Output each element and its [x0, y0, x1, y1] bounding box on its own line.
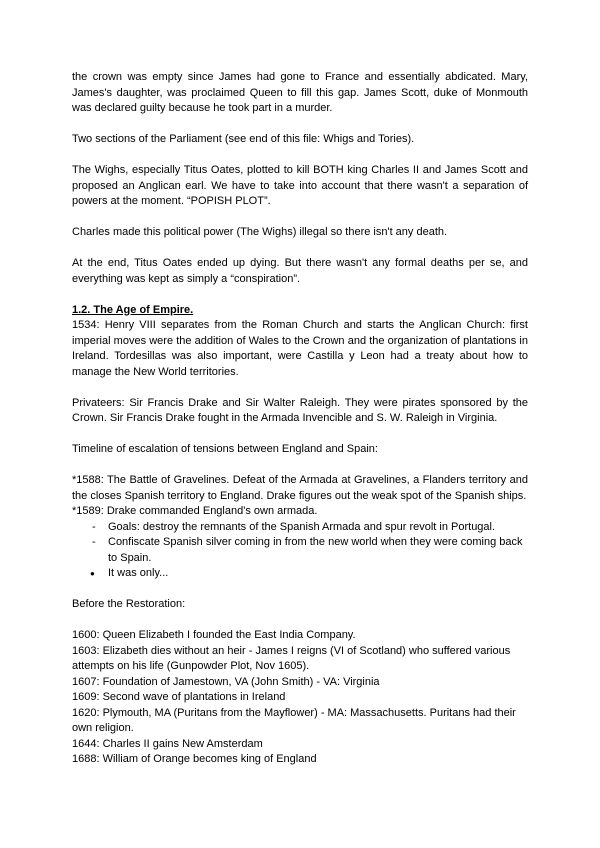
timeline-item: 1609: Second wave of plantations in Ireland — [72, 691, 286, 703]
dash-list-item: - Confiscate Spanish silver coming in from the new world when they were coming back to Spain. — [72, 535, 528, 566]
intro-paragraph-3: The Wighs, especially Titus Oates, plotted to kill BOTH king Charles II and James Scott and proposed an Anglican earl. We have to take into account that there wasn't a separation of powers at the moment. “POPISH PLOT”. — [72, 164, 528, 207]
timeline-item: 1607: Foundation of Jamestown, VA (John Smith) - VA: Virginia — [72, 675, 380, 688]
timeline-item: 1688: William of Orange becomes king of England — [72, 753, 317, 765]
section-paragraph-1: 1534: Henry VIII separates from the Roman Church and starts the Anglican Church: first imperial moves were the addition of Wales to the Crown and the organization of plantations in Ireland. Tordesillas was also important, were Castilla y Leon had a treaty about how to manage the New World territories. — [72, 319, 528, 378]
timeline-item: 1620: Plymouth, MA (Puritans from the Mayflower) - MA: Massachusetts. Puritans had their own religion. — [72, 706, 516, 734]
bullet-list — [72, 566, 528, 582]
timeline-list — [72, 628, 528, 768]
dash-list — [72, 520, 528, 567]
event-1589: *1589: Drake commanded England's own armada. — [72, 505, 318, 517]
timeline-item: 1644: Charles II gains New Amsterdam — [72, 737, 263, 750]
dash-list-item: - Goals: destroy the remnants of the Spanish Armada and spur revolt in Portugal. — [72, 520, 528, 536]
section-heading: 1.2. The Age of Empire. — [72, 303, 194, 316]
section-paragraph-2: Privateers: Sir Francis Drake and Sir Walter Raleigh. They were pirates sponsored by the Crown. Sir Francis Drake fought in the Armada Invencible and S. W. Raleigh in Virginia. — [72, 396, 528, 424]
restoration-label: Before the Restoration: — [72, 598, 186, 610]
intro-paragraph-1: the crown was empty since James had gone to France and essentially abdicated. Mary, James's daughter, was proclaimed Queen to fill this gap. James Scott, duke of Monmouth was declared guilty because he took part in a murder. — [72, 71, 528, 114]
page-content — [72, 70, 528, 768]
intro-paragraph-5: At the end, Titus Oates ended up dying. But there wasn't any formal deaths per se, and everything was kept as simply a “conspiration”. — [72, 257, 528, 285]
intro-paragraph-4: Charles made this political power (The Wighs) illegal so there isn't any death. — [72, 226, 448, 238]
event-1588: *1588: The Battle of Gravelines. Defeat of the Armada at Gravelines, a Flanders territory and the closes Spanish territory to England. Drake figures out the weak spot of the Spanish ships. — [72, 474, 528, 502]
bullet-list-item: ● It was only... — [72, 566, 528, 582]
timeline-item: 1600: Queen Elizabeth I founded the East India Company. — [72, 629, 356, 641]
intro-paragraph-2: Two sections of the Parliament (see end of this file: Whigs and Tories). — [72, 133, 415, 145]
section-paragraph-3: Timeline of escalation of tensions between England and Spain: — [72, 443, 378, 455]
timeline-item: 1603: Elizabeth dies without an heir - James I reigns (VI of Scotland) who suffered various attempts on his life (Gunpowder Plot, Nov 1605). — [72, 644, 511, 672]
